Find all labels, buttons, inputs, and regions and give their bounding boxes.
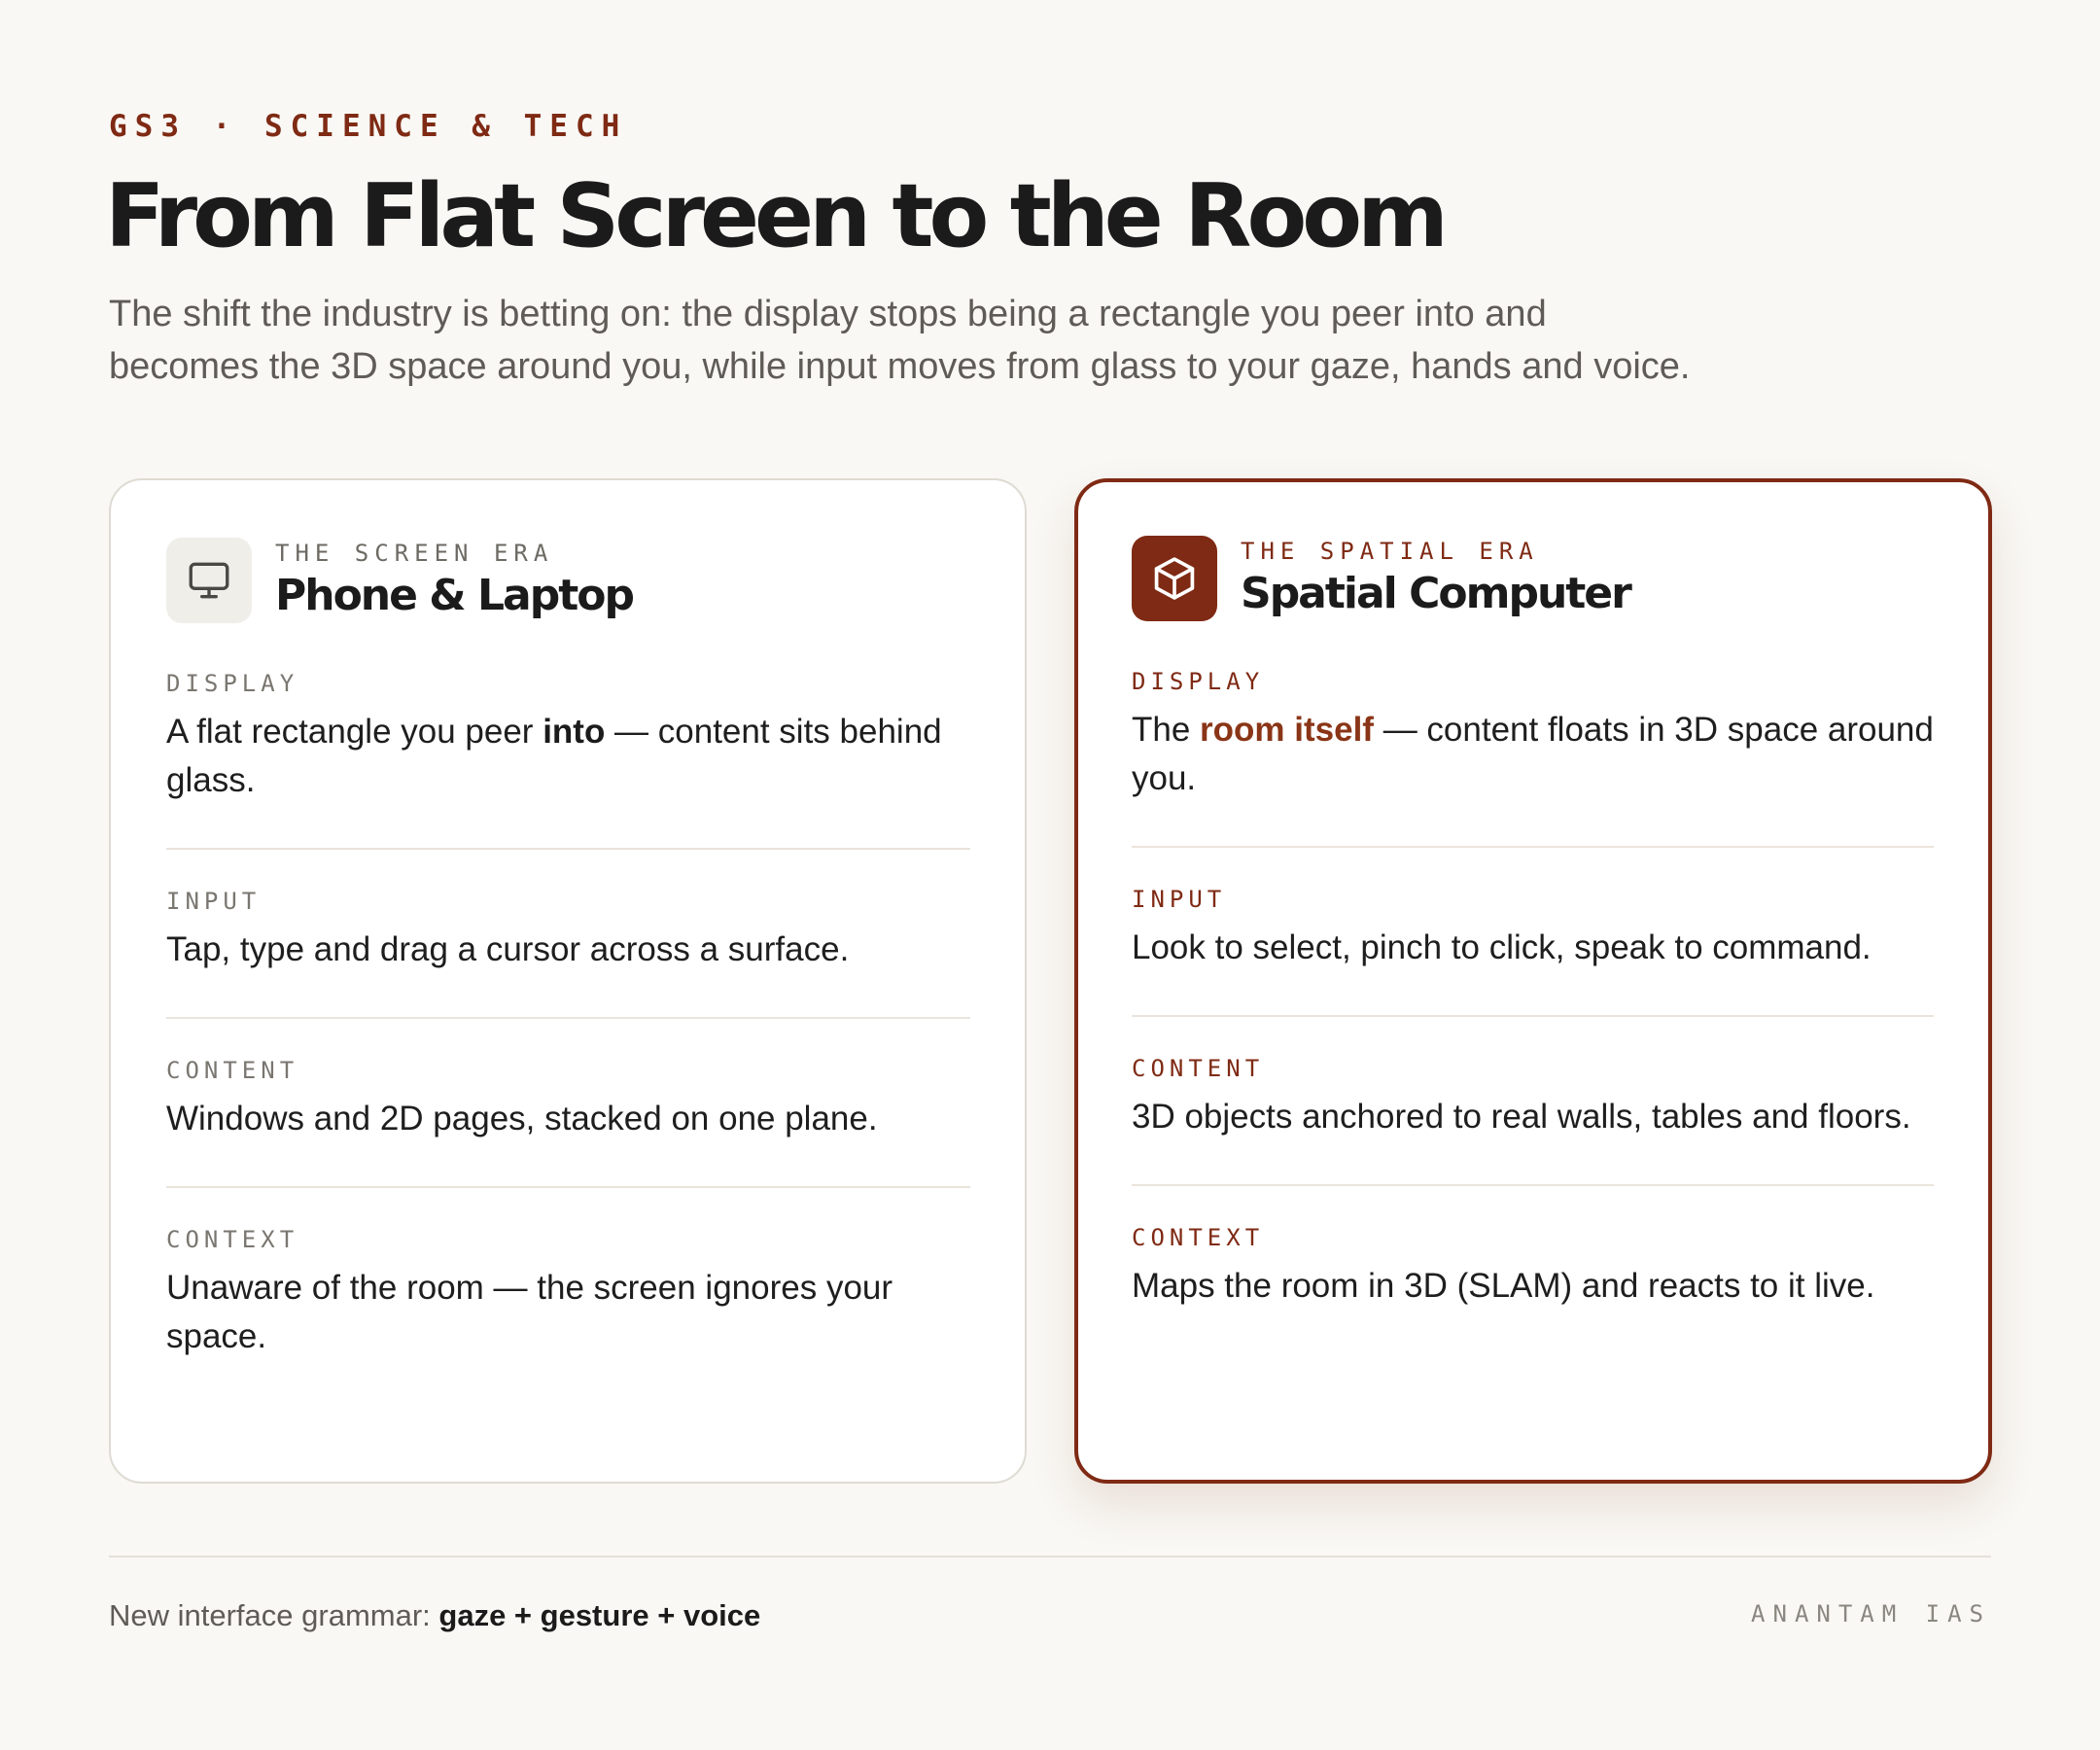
row-label: CONTENT xyxy=(166,1057,299,1084)
page-title: From Flat Screen to the Room xyxy=(105,165,1444,267)
screen-era-title: Phone & Laptop xyxy=(275,571,633,620)
monitor-icon xyxy=(166,538,252,623)
row-label: CONTEXT xyxy=(166,1226,299,1253)
screen-era-card xyxy=(109,478,1027,1484)
screen-content-row xyxy=(166,1056,970,1188)
spatial-era-card-header xyxy=(1132,535,1934,622)
row-label: DISPLAY xyxy=(166,670,299,697)
kicker: GS3 · SCIENCE & TECH xyxy=(109,109,628,144)
spatial-context-row xyxy=(1132,1223,1934,1353)
row-label: CONTENT xyxy=(1132,1055,1265,1082)
screen-input-row xyxy=(166,887,970,1019)
row-label: DISPLAY xyxy=(1132,668,1265,695)
screen-era-eyebrow: THE SCREEN ERA xyxy=(275,540,554,567)
screen-era-card-header xyxy=(166,537,970,624)
row-text: Unaware of the room — the screen ignores your space. xyxy=(166,1269,893,1355)
row-text: The room itself — content floats in 3D space around you. xyxy=(1132,711,1934,797)
row-label: CONTEXT xyxy=(1132,1224,1265,1251)
row-label: INPUT xyxy=(1132,886,1227,913)
row-text: 3D objects anchored to real walls, tables and floors. xyxy=(1132,1098,1911,1136)
cube-icon xyxy=(1132,536,1217,621)
spatial-era-title: Spatial Computer xyxy=(1241,569,1630,618)
brand-label: ANANTAM IAS xyxy=(1751,1600,1991,1628)
spatial-era-card xyxy=(1074,478,1992,1484)
subtitle xyxy=(109,288,1859,393)
row-label: INPUT xyxy=(166,888,262,915)
footer-divider xyxy=(109,1556,1991,1558)
row-text: Tap, type and drag a cursor across a surface. xyxy=(166,930,850,968)
spatial-content-row xyxy=(1132,1054,1934,1186)
subtitle-line-1: The shift the industry is betting on: the display stops being a rectangle you peer into and xyxy=(109,294,1547,334)
spatial-era-eyebrow: THE SPATIAL ERA xyxy=(1241,538,1539,565)
row-text: Maps the room in 3D (SLAM) and reacts to it live. xyxy=(1132,1267,1875,1305)
screen-context-row xyxy=(166,1225,970,1404)
spatial-input-row xyxy=(1132,885,1934,1017)
row-text: Look to select, pinch to click, speak to command. xyxy=(1132,928,1872,966)
emphasis: room itself xyxy=(1200,711,1374,749)
spatial-display-row xyxy=(1132,667,1934,848)
row-text: Windows and 2D pages, stacked on one plane. xyxy=(166,1100,878,1138)
footer-grammar: New interface grammar: gaze + gesture + voice xyxy=(109,1598,761,1632)
screen-display-row xyxy=(166,669,970,850)
grammar-emphasis: gaze + gesture + voice xyxy=(438,1598,761,1632)
emphasis: into xyxy=(542,713,606,751)
subtitle-line-2: becomes the 3D space around you, while input moves from glass to your gaze, hands and voice. xyxy=(109,346,1691,387)
row-text: A flat rectangle you peer into — content sits behind glass. xyxy=(166,713,942,799)
